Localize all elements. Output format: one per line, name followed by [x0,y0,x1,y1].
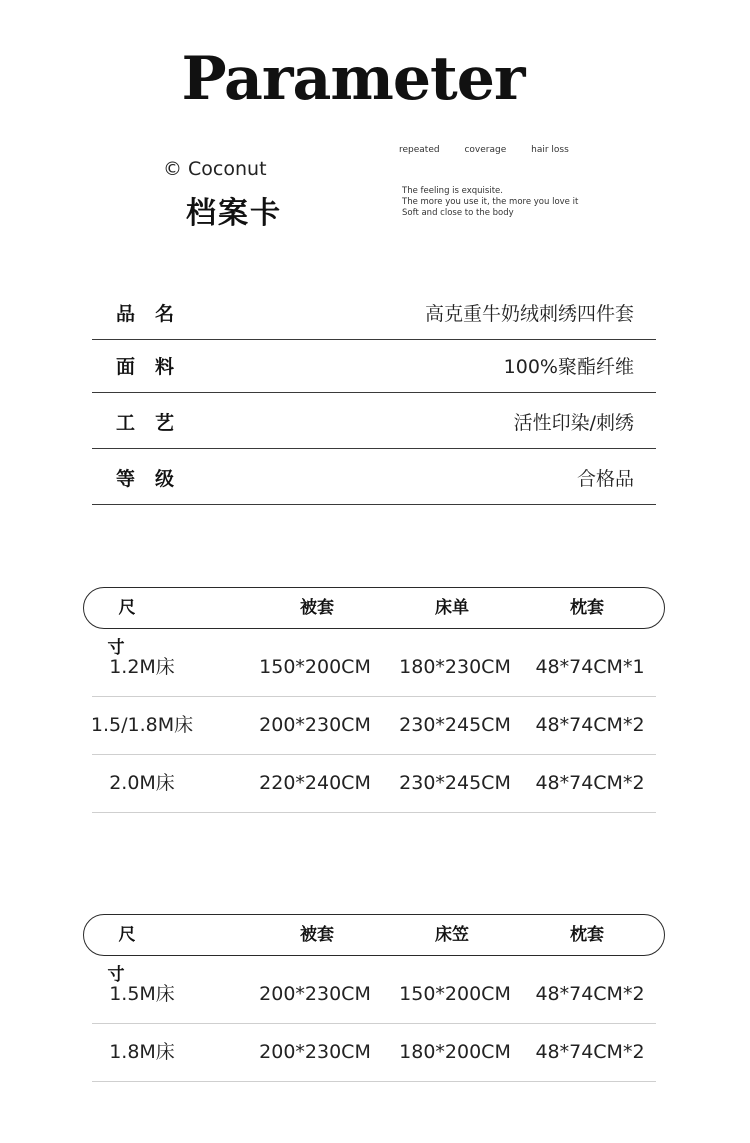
table-header-cell: 被套 [300,598,334,618]
tagline-line: The feeling is exquisite. [402,186,503,196]
table-header-cell: 床笠 [435,925,469,945]
tag-item: repeated [399,145,440,155]
table-cell: 48*74CM*2 [535,772,645,794]
table-cell: 150*200CM [259,656,371,678]
table-row [92,639,656,697]
table-cell: 180*200CM [399,1041,511,1063]
table-row [92,966,656,1024]
table-cell: 200*230CM [259,714,371,736]
table1-header [83,587,665,658]
table-header-cell: 枕套 [570,925,604,945]
tagline-line: Soft and close to the body [402,208,514,218]
tag-item: coverage [464,145,507,155]
table-cell: 1.8M床 [109,1041,175,1063]
table-cell: 1.2M床 [109,656,175,678]
param-value: 合格品 [576,468,634,490]
brand-name: © Coconut [163,158,267,180]
table-cell: 1.5/1.8M床 [90,714,194,736]
param-label: 面料 [116,356,195,378]
table-cell: 200*230CM [259,983,371,1005]
card-title: 档案卡 [186,196,282,231]
table-cell: 48*74CM*2 [535,714,645,736]
table-cell: 48*74CM*2 [535,1041,645,1063]
table-cell: 2.0M床 [109,772,175,794]
table-row [92,697,656,755]
table-cell: 220*240CM [259,772,371,794]
tagline-line: The more you use it, the more you love it [402,197,579,207]
table-cell: 48*74CM*1 [535,656,645,678]
param-value: 高克重牛奶绒刺绣四件套 [424,303,634,325]
param-row-craft [92,395,656,449]
table-header-cell: 尺寸 [107,925,158,985]
table-cell: 150*200CM [399,983,511,1005]
table2-header [83,914,665,985]
param-row-name [92,286,656,340]
table-cell: 200*230CM [259,1041,371,1063]
param-row-grade [92,451,656,505]
param-label: 品名 [116,303,195,325]
table-row [92,755,656,813]
table-cell: 48*74CM*2 [535,983,645,1005]
table-cell: 230*245CM [399,772,511,794]
tag-list [399,145,591,155]
table-cell: 1.5M床 [109,983,175,1005]
param-label: 等级 [116,468,195,490]
param-row-fabric [92,339,656,393]
table-header-cell: 被套 [300,925,334,945]
table-header-cell: 枕套 [570,598,604,618]
page-title: Parameter [181,44,525,114]
table-cell: 180*230CM [399,656,511,678]
tag-item: hair loss [531,145,569,155]
param-value: 100%聚酯纤维 [503,356,634,378]
param-label: 工艺 [116,412,195,434]
tagline [402,186,578,219]
table-header-cell: 床单 [435,598,469,618]
table-row [92,1024,656,1082]
param-value: 活性印染/刺绣 [513,412,634,434]
table-header-cell: 尺寸 [107,598,158,658]
table-cell: 230*245CM [399,714,511,736]
